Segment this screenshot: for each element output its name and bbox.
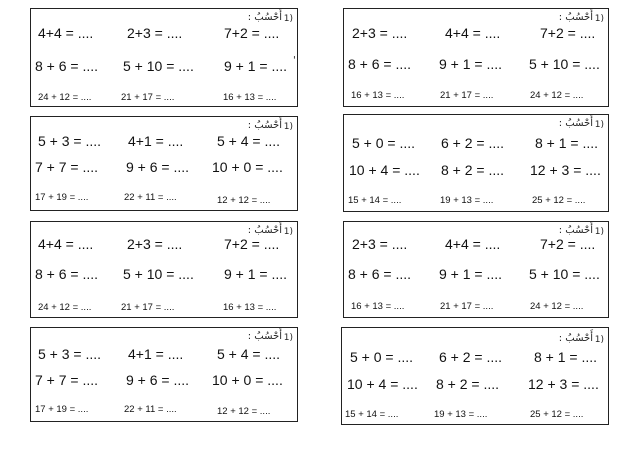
equation: 10 + 4 = .... [347, 376, 418, 392]
equation: 5 + 3 = .... [38, 346, 102, 362]
card-title: أَحْسُبُ : [247, 12, 282, 23]
equation: 25 + 12 = .... [532, 195, 586, 206]
equation: 8 + 6 = .... [348, 56, 412, 72]
equation: 12 + 12 = .... [217, 195, 271, 206]
card-title: أَحْسُبُ : [247, 120, 282, 131]
equation: 16 + 13 = .... [351, 90, 405, 101]
equation: 16 + 13 = .... [223, 92, 277, 103]
equation: 8 + 6 = .... [35, 266, 99, 282]
equation: 8 + 1 = .... [534, 349, 598, 365]
equation: 24 + 12 = .... [38, 302, 92, 313]
equation: 5 + 10 = .... [529, 266, 600, 282]
equation: 24 + 12 = .... [38, 92, 92, 103]
equation: 4+4 = .... [445, 25, 501, 41]
equation: 9 + 1 = .... [224, 266, 288, 282]
equation: 17 + 19 = .... [35, 404, 89, 415]
equation: 9 + 6 = .... [126, 372, 190, 388]
card-title: أَحْسُبُ : [558, 118, 593, 129]
equation: 9 + 1 = .... [439, 56, 503, 72]
equation: 15 + 14 = .... [345, 409, 399, 420]
exercise-card-4 [343, 114, 609, 212]
exercise-card-1 [30, 8, 298, 107]
equation: 8 + 6 = .... [35, 58, 99, 74]
exercise-card-3 [30, 116, 298, 211]
equation: 5 + 0 = .... [352, 135, 416, 151]
equation: 19 + 13 = .... [440, 195, 494, 206]
equation: 7 + 7 = .... [35, 372, 99, 388]
equation: 10 + 4 = .... [349, 162, 420, 178]
equation: 2+3 = .... [127, 236, 183, 252]
equation: 17 + 19 = .... [35, 192, 89, 203]
equation: 7+2 = .... [540, 25, 596, 41]
equation: 6 + 2 = .... [439, 349, 503, 365]
card-number: 1) [283, 227, 293, 237]
card-number: 1) [594, 14, 604, 24]
equation: 21 + 17 = .... [121, 92, 175, 103]
equation: 24 + 12 = .... [530, 90, 584, 101]
equation: 5 + 3 = .... [38, 133, 102, 149]
card-title: أَحْسُبُ : [247, 331, 282, 342]
equation: 8 + 2 = .... [436, 376, 500, 392]
exercise-card-5 [30, 221, 298, 318]
equation: 10 + 0 = .... [212, 159, 283, 175]
equation: 16 + 13 = .... [223, 302, 277, 313]
equation: 22 + 11 = .... [124, 192, 177, 203]
card-title: أَحْسُبُ : [247, 225, 282, 236]
equation: 15 + 14 = .... [348, 195, 402, 206]
equation: 4+4 = .... [445, 236, 501, 252]
exercise-card-8 [341, 327, 609, 425]
equation: 8 + 1 = .... [535, 135, 599, 151]
equation: 7+2 = .... [224, 236, 280, 252]
equation: 12 + 3 = .... [528, 376, 599, 392]
equation: 24 + 12 = .... [530, 301, 584, 312]
equation: 12 + 3 = .... [530, 162, 601, 178]
card-number: 1) [594, 335, 604, 345]
equation: 7+2 = .... [540, 236, 596, 252]
equation: 21 + 17 = .... [121, 302, 175, 313]
equation: 5 + 10 = .... [123, 266, 194, 282]
equation: 9 + 1 = .... [439, 266, 503, 282]
equation: 6 + 2 = .... [441, 135, 505, 151]
equation: 25 + 12 = .... [530, 409, 584, 420]
equation: 9 + 6 = .... [126, 159, 190, 175]
equation: 21 + 17 = .... [440, 301, 494, 312]
card-title: أَحْسُبُ : [558, 333, 593, 344]
card-title: أَحْسُبُ : [558, 12, 593, 23]
equation: 12 + 12 = .... [217, 406, 271, 417]
card-number: 1) [283, 122, 293, 132]
exercise-card-6 [343, 221, 609, 318]
equation: 4+4 = .... [38, 236, 94, 252]
equation: 4+4 = .... [38, 25, 94, 41]
equation: 22 + 11 = .... [124, 404, 177, 415]
stray-mark: ' [293, 55, 296, 66]
equation: 5 + 10 = .... [123, 58, 194, 74]
equation: 10 + 0 = .... [212, 372, 283, 388]
equation: 8 + 2 = .... [441, 162, 505, 178]
equation: 2+3 = .... [352, 236, 408, 252]
card-number: 1) [283, 333, 293, 343]
equation: 4+1 = .... [128, 346, 184, 362]
card-title: أَحْسُبُ : [558, 225, 593, 236]
equation: 7+2 = .... [224, 25, 280, 41]
card-number: 1) [283, 14, 293, 24]
equation: 2+3 = .... [352, 25, 408, 41]
equation: 21 + 17 = .... [440, 90, 494, 101]
equation: 5 + 4 = .... [217, 346, 281, 362]
exercise-card-2 [343, 8, 609, 107]
equation: 5 + 4 = .... [217, 133, 281, 149]
equation: 9 + 1 = .... [224, 58, 288, 74]
equation: 5 + 10 = .... [529, 56, 600, 72]
equation: 19 + 13 = .... [434, 409, 488, 420]
equation: 2+3 = .... [127, 25, 183, 41]
card-number: 1) [594, 227, 604, 237]
exercise-card-7 [30, 327, 298, 422]
card-number: 1) [594, 120, 604, 130]
equation: 5 + 0 = .... [350, 349, 414, 365]
equation: 4+1 = .... [128, 133, 184, 149]
equation: 7 + 7 = .... [35, 159, 99, 175]
equation: 16 + 13 = .... [351, 301, 405, 312]
equation: 8 + 6 = .... [348, 266, 412, 282]
